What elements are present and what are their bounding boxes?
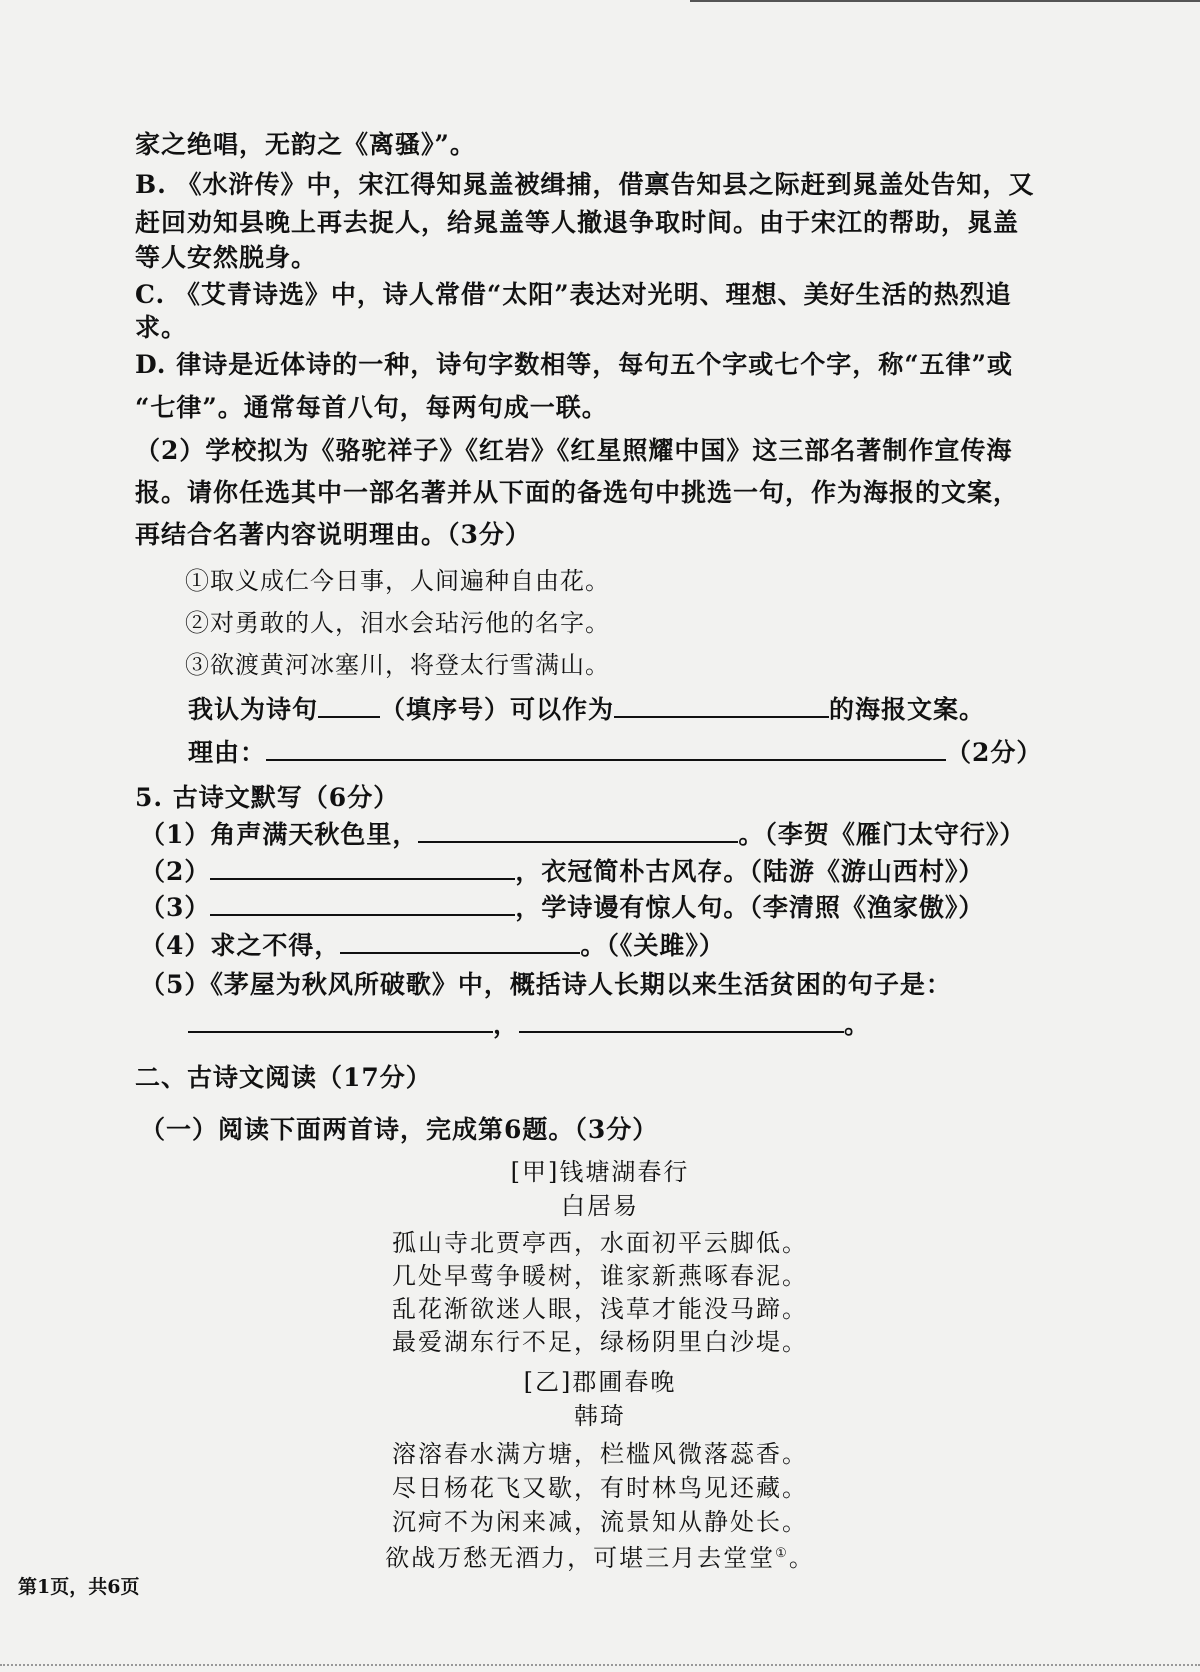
poem-2-line: 沉疴不为闲来减，流景知从静处长。 — [392, 1508, 808, 1536]
poem-2-line: 溶溶春水满方塘，栏槛风微落蕊香。 — [392, 1440, 808, 1468]
text-line: 赶回劝知县晚上再去捉人，给晁盖等人撤退争取时间。由于宋江的帮助，晁盖 — [135, 208, 1020, 237]
q5-item-3-prefix: （3） — [140, 893, 211, 922]
poem-2-line: 尽日杨花飞又歇，有时林鸟见还藏。 — [392, 1474, 808, 1502]
reason-line — [188, 733, 1042, 769]
q5-item-4-prefix: （4）求之不得， — [140, 931, 341, 960]
poem-1-line: 乱花渐欲迷人眼，浅草才能没马蹄。 — [392, 1295, 808, 1323]
poem-2-author: 韩琦 — [574, 1402, 626, 1430]
q5-item-1-prefix: （1）角声满天秋色里， — [140, 820, 419, 849]
blank-q5-5b[interactable] — [519, 1011, 844, 1033]
q5-item-3-suffix: ，学诗谩有惊人句。（李清照《渔家傲》） — [515, 893, 985, 922]
q5-item-5-comma: ， — [493, 1010, 520, 1039]
page-footer: 第1页，共6页 — [18, 1576, 140, 1598]
blank-q5-2[interactable] — [210, 858, 515, 880]
poem-1-author: 白居易 — [561, 1192, 639, 1220]
q5-item-5-blanks — [188, 1005, 870, 1041]
answer-prefix: 我认为诗句 — [188, 695, 319, 724]
blank-q5-5a[interactable] — [188, 1011, 493, 1033]
q5-item-3 — [140, 888, 984, 924]
section-2-subtitle: （一）阅读下面两首诗，完成第6题。（3分） — [140, 1115, 659, 1144]
text-line: “七律”。通常每首八句，每两句成一联。 — [135, 393, 608, 422]
q5-item-4 — [140, 926, 725, 962]
top-border-line — [690, 0, 1200, 2]
blank-q5-3[interactable] — [210, 894, 515, 916]
poem-1-title: [甲]钱塘湖春行 — [510, 1158, 690, 1186]
blank-reason[interactable] — [266, 739, 946, 761]
reason-label: 理由： — [188, 738, 267, 767]
q5-title: 5. 古诗文默写（6分） — [135, 783, 400, 812]
poem-2-title: [乙]郡圃春晚 — [523, 1368, 677, 1396]
q5-item-2 — [140, 852, 984, 888]
poem-1-line: 几处早莺争暖树，谁家新燕啄春泥。 — [392, 1262, 808, 1290]
bottom-bleed-line — [0, 1664, 1200, 1666]
poem-2-end-period: 。 — [788, 1544, 815, 1572]
text-line: B. 《水浒传》中，宋江得知晁盖被缉捕，借禀告知县之际赶到晁盖处告知，又 — [135, 170, 1035, 199]
option-1: ①取义成仁今日事，人间遍种自由花。 — [185, 567, 610, 595]
q5-item-4-suffix: 。（《关雎》） — [580, 931, 725, 960]
q5-item-5-period: 。 — [844, 1010, 871, 1039]
text-line: 求。 — [135, 313, 188, 342]
q5-item-2-prefix: （2） — [140, 857, 211, 886]
q5-item-2-suffix: ，衣冠简朴古风存。（陆游《游山西村》） — [515, 857, 985, 886]
text-line: 家之绝唱，无韵之《离骚》”。 — [135, 130, 476, 159]
blank-q5-4[interactable] — [340, 932, 580, 954]
q5-item-1 — [140, 815, 1025, 851]
poem-1-line: 孤山寺北贾亭西，水面初平云脚低。 — [392, 1229, 808, 1257]
poem-2-line: 欲战万愁无酒力，可堪三月去堂堂 — [385, 1544, 776, 1572]
blank-number[interactable] — [318, 696, 380, 718]
reason-score: （2分） — [946, 738, 1043, 767]
section-2-title: 二、古诗文阅读（17分） — [135, 1063, 432, 1092]
q5-item-1-suffix: 。（李贺《雁门太守行》） — [738, 820, 1026, 849]
text-line: 报。请你任选其中一部名著并从下面的备选句中挑选一句，作为海报的文案， — [135, 478, 1020, 507]
answer-line — [188, 690, 985, 726]
text-line: 等人安然脱身。 — [135, 243, 318, 272]
answer-middle: （填序号）可以作为 — [380, 695, 615, 724]
footnote-marker: ① — [775, 1546, 789, 1561]
text-line: 再结合名著内容说明理由。（3分） — [135, 520, 531, 549]
poem-2-line-last — [340, 1538, 860, 1573]
blank-q5-1[interactable] — [418, 821, 738, 843]
poem-1-line: 最爱湖东行不足，绿杨阴里白沙堤。 — [392, 1328, 808, 1356]
option-3: ③欲渡黄河冰塞川，将登太行雪满山。 — [185, 651, 610, 679]
text-line: C. 《艾青诗选》中，诗人常借“太阳”表达对光明、理想、美好生活的热烈追 — [135, 280, 1012, 309]
blank-work[interactable] — [614, 696, 829, 718]
answer-suffix: 的海报文案。 — [829, 695, 986, 724]
q5-item-5: （5）《茅屋为秋风所破歌》中，概括诗人长期以来生活贫困的句子是： — [140, 970, 952, 999]
option-2: ②对勇敢的人，泪水会玷污他的名字。 — [185, 609, 610, 637]
text-line: D. 律诗是近体诗的一种，诗句字数相等，每句五个字或七个字，称“五律”或 — [135, 350, 1013, 379]
text-line: （2）学校拟为《骆驼祥子》《红岩》《红星照耀中国》这三部名著制作宣传海 — [135, 436, 1013, 465]
